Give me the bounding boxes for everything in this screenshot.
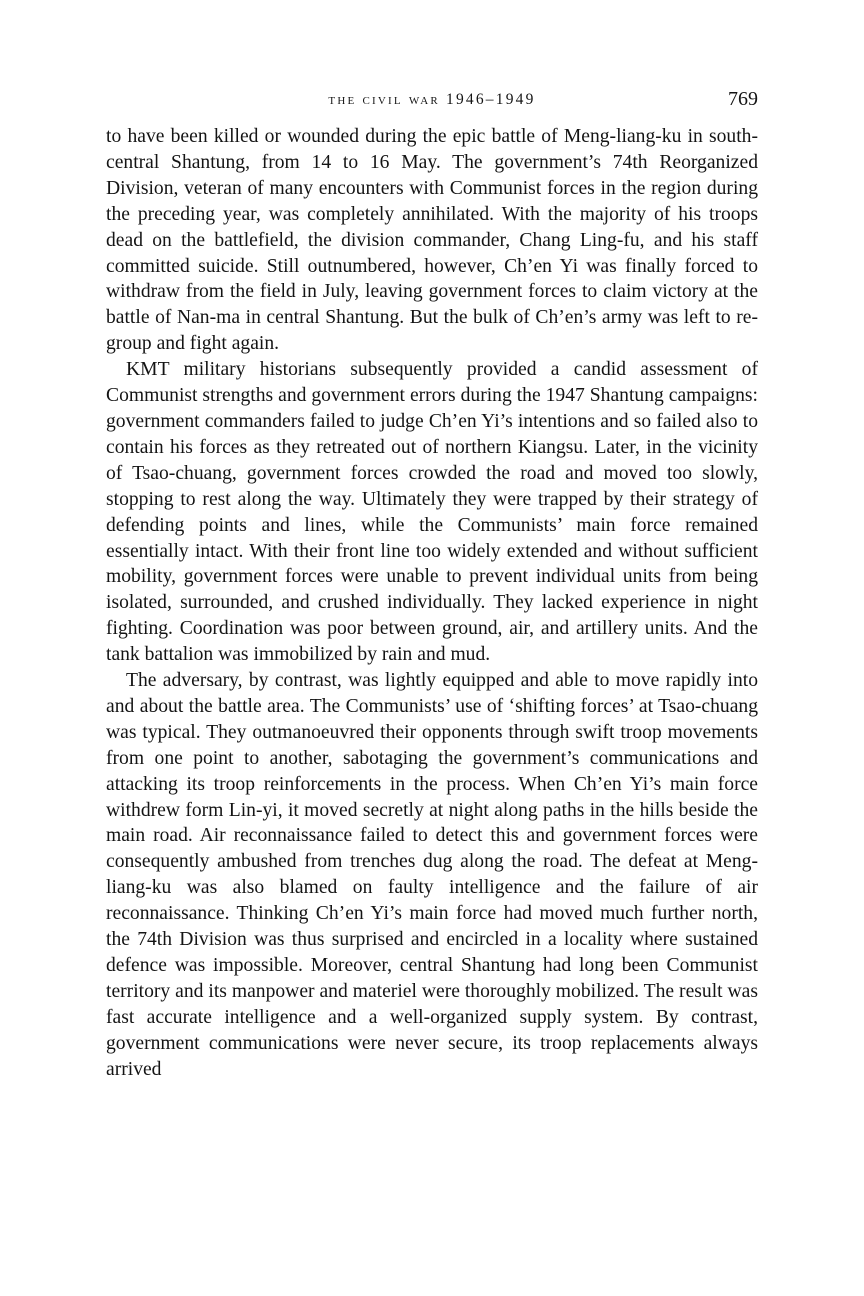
running-title: the civil war 1946–1949: [328, 91, 536, 108]
page-number: 769: [728, 88, 758, 110]
body-text: [106, 124, 758, 1083]
paragraph-kmt-assessment: KMT military historians subsequently provided a candid assessment of Communist strengths and government errors during the 1947 Shantung campaigns: government commanders failed to judge Ch’en Yi’s intentions and so failed also to contain his forces as they retreated out of northern Kiangsu. Later, in the vicinity of Tsao-chuang, government forces crowded the road and moved too slowly, stopping to rest along the way. Ultimately they were trapped by their strategy of defending points and lines, while the Communists’ main force remained essentially intact. With their front line too widely extended and without sufficient mobility, government forces were unable to prevent individual units from being isolated, surrounded, and crushed individually. They lacked experience in night fighting. Coordination was poor between ground, air, and artillery units. And the tank battalion was immobilized by rain and mud.: [106, 359, 758, 666]
book-page: [106, 88, 758, 1083]
paragraph-continued: to have been killed or wounded during the epic battle of Meng-liang-ku in south-central Shantung, from 14 to 16 May. The government’s 74th Reorganized Division, veteran of many encounters with Communist forces in the region during the preceding year, was completely annihilated. With the majority of his troops dead on the battlefield, the division commander, Chang Ling-fu, and his staff committed suicide. Still outnumbered, however, Ch’en Yi was finally forced to withdraw from the field in July, leaving government forces to claim victory at the battle of Nan-ma in central Shantung. But the bulk of Ch’en’s army was left to re-group and fight again.: [106, 126, 758, 355]
running-head: [106, 88, 758, 118]
paragraph-adversary: The adversary, by contrast, was lightly equipped and able to move rapidly into and about the battle area. The Communists’ use of ‘shifting forces’ at Tsao-chuang was typical. They outmanoeuvred their opponents through swift troop movements from one point to another, sabotaging the government’s communications and attacking its troop reinforcements in the process. When Ch’en Yi’s main force withdrew form Lin-yi, it moved secretly at night along paths in the hills beside the main road. Air reconnaissance failed to detect this and government forces were consequently ambushed from trenches dug along the road. The defeat at Meng-liang-ku was also blamed on faulty intelligence and the failure of air reconnaissance. Thinking Ch’en Yi’s main force had moved much further north, the 74th Division was thus surprised and encircled in a locality where sustained defence was impossible. Moreover, central Shantung had long been Communist territory and its manpower and materiel were thoroughly mobilized. The result was fast accurate intelligence and a well-organized supply system. By contrast, government communications were never secure, its troop replacements always arrived: [106, 670, 758, 1080]
